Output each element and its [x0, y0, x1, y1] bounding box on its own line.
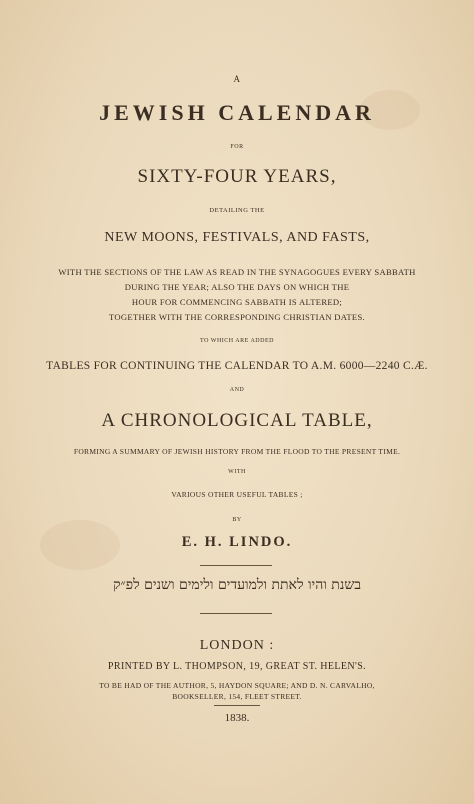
for-label: FOR	[230, 144, 244, 150]
rule-top	[200, 565, 272, 566]
with-line: WITH	[228, 469, 246, 475]
detailing-line: DETAILING THE	[209, 207, 265, 214]
london-line: LONDON :	[199, 638, 275, 653]
rule-bottom	[200, 613, 272, 614]
hebrew-line: בשנת והיו לאתת ולמועדים ולימים ושנים לפ״ק	[112, 577, 362, 593]
rule-year	[214, 705, 260, 706]
summary-line: FORMING A SUMMARY OF JEWISH HISTORY FROM THE FLOOD TO THE PRESENT TIME.	[73, 447, 401, 456]
and-line: AND	[229, 387, 245, 393]
sections-line-3: HOUR FOR COMMENCING SABBATH IS ALTERED;	[131, 297, 343, 307]
printed-line: PRINTED BY L. THOMPSON, 19, GREAT ST. HELEN'S.	[107, 661, 367, 672]
sections-line-4: TOGETHER WITH THE CORRESPONDING CHRISTIAN DATES.	[109, 312, 365, 322]
added-line: TO WHICH ARE ADDED	[200, 338, 274, 344]
author-line: E. H. LINDO.	[181, 534, 293, 550]
moons-line: NEW MOONS, FESTIVALS, AND FASTS,	[104, 230, 370, 245]
had-line-2: BOOKSELLER, 154, FLEET STREET.	[172, 692, 302, 701]
article-a: A	[233, 74, 241, 84]
chrono-line: A CHRONOLOGICAL TABLE,	[101, 410, 373, 431]
main-title: JEWISH CALENDAR	[99, 100, 375, 125]
year-line: 1838.	[224, 712, 250, 724]
various-line: VARIOUS OTHER USEFUL TABLES ;	[171, 490, 303, 499]
had-line-1: TO BE HAD OF THE AUTHOR, 5, HAYDON SQUARE; AND D. N. CARVALHO,	[99, 681, 375, 690]
by-line: BY	[232, 517, 242, 523]
sections-line-1: WITH THE SECTIONS OF THE LAW AS READ IN THE SYNAGOGUES EVERY SABBATH	[58, 267, 416, 277]
years-line: SIXTY-FOUR YEARS,	[137, 166, 337, 187]
sections-line-2: DURING THE YEAR; ALSO THE DAYS ON WHICH THE	[124, 282, 350, 292]
tables-line: TABLES FOR CONTINUING THE CALENDAR TO A.M. 6000—2240 C.Æ.	[46, 360, 428, 372]
